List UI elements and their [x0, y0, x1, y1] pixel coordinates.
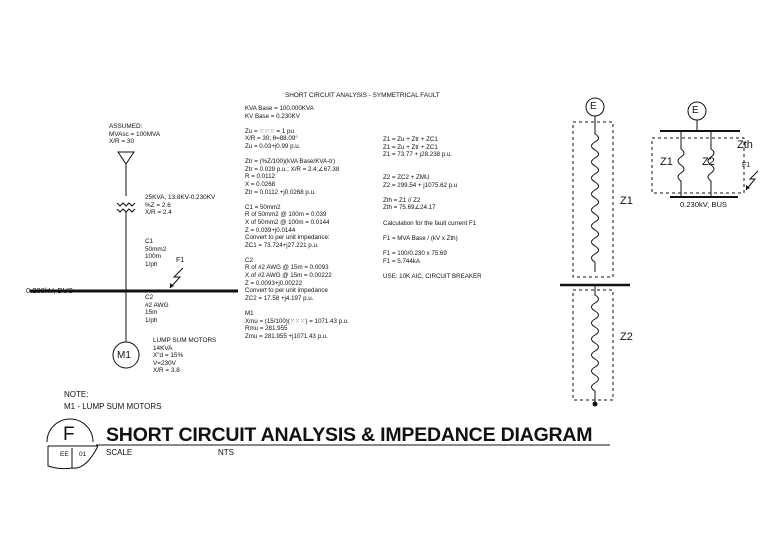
bus-label: 0.230kV, BUS — [26, 286, 74, 295]
z2-label: Z2 — [620, 331, 633, 343]
calc-line: M1 — [245, 310, 254, 318]
calc-line — [245, 249, 349, 257]
calc-line: KVA Base = 100,000KVA — [245, 105, 314, 112]
calc-line: Ztr = (%Z/100)(kVA Base/KVA-tr) — [245, 158, 336, 166]
calc-title: SHORT CIRCUIT ANALYSIS - SYMMETRICAL FAULT — [285, 92, 440, 99]
calc-line: USE: 10K AIC, CIRCUIT BREAKER — [383, 272, 482, 280]
calc-line: ZC1 = 73.724+j27.221 p.u. — [245, 241, 319, 249]
z1-label: Z1 — [620, 195, 633, 207]
note-label: NOTE: — [64, 390, 89, 399]
calc-line: Calculation for the fault current F1 — [383, 219, 477, 227]
scale-value: NTS — [218, 448, 234, 457]
motor-symbol-label: M1 — [117, 350, 131, 361]
motor-block — [153, 337, 216, 375]
transformer-block — [145, 194, 215, 217]
calc-line — [245, 196, 349, 204]
calc-line — [383, 166, 482, 174]
z1-box — [573, 122, 613, 277]
calc-line — [245, 302, 349, 310]
calc-line: Rmu = 281.955 — [245, 325, 288, 333]
eq-z2-label: Z2 — [702, 156, 715, 168]
sheet-letter: F — [63, 424, 75, 445]
calc-line: X of 50mm2 @ 100m = 0.0144 — [245, 218, 330, 226]
calc-line: C1 = 50mm2 — [245, 203, 281, 211]
c2-block — [145, 294, 169, 324]
z2-coil — [592, 285, 599, 403]
calc-line: R = 0.0112 — [245, 173, 275, 181]
calc-line: Convert to per unit impedance — [245, 287, 328, 295]
transformer-line: X/R = 2.4 — [145, 209, 172, 217]
calc-line: ZC2 = 17.58 +j4.197 p.u. — [245, 294, 314, 302]
calc-line: X = 0.0268 — [245, 180, 276, 188]
calc-line: Zth = 75.69∠24.17 — [383, 204, 436, 212]
calc-line: Z2 = ZC2 + ZMU — [383, 173, 430, 181]
calc-line: Z1 = Zu + Ztr + ZC1 — [383, 136, 438, 143]
transformer-symbol-bottom — [117, 209, 135, 212]
motor-line: LUMP SUM MOTORS — [153, 337, 217, 344]
calc-line: C2 — [245, 256, 253, 264]
c1-line: 1/ph — [145, 260, 158, 268]
z1-coil — [592, 126, 599, 272]
assumed-block — [109, 123, 160, 146]
motor-line: V=230V — [153, 359, 176, 367]
calc-line — [383, 189, 482, 197]
note-text: M1 - LUMP SUM MOTORS — [64, 402, 162, 411]
sheet-badge-outline — [48, 446, 98, 469]
calc-line: Z1 = Zu + Ztr + ZC1 — [383, 143, 438, 151]
fault-label: F1 — [176, 257, 185, 264]
motor-line: X/R = 3.8 — [153, 367, 180, 375]
c2-line: #2 AWG — [145, 301, 169, 309]
calc-line: R of #2 AWG @ 15m = 0.0093 — [245, 264, 329, 272]
calc-left-lines — [245, 105, 349, 340]
zth-label: Zth — [737, 139, 753, 151]
calc-line: Zu = ⁙⁙⁙ = 1 pu — [245, 127, 294, 135]
c1-line: 100m — [145, 253, 161, 261]
transformer-line: 25KVA, 13.8KV-0.230KV — [145, 194, 216, 201]
calc-line: Zth = Z1 // Z2 — [383, 196, 421, 204]
calc-line: Convert to per unit impedance: — [245, 234, 330, 242]
z2-ground-dot — [593, 402, 598, 407]
eq-bus-label: 0.230kV, BUS — [680, 200, 728, 209]
motor-line: X"d = 15% — [153, 352, 184, 360]
calc-line: Xmu = (15/100)(⁙⁙⁙) = 1071.43 p.u. — [245, 317, 349, 325]
calc-line: X/R = 30; θ=88.09° — [245, 135, 298, 143]
calc-line: Ztr = 0.0112 +j0.0268 p.u. — [245, 188, 316, 196]
scale-label: SCALE — [106, 448, 133, 457]
calc-right-lines — [383, 136, 482, 280]
eq-fault-label: F1 — [742, 162, 751, 169]
transformer-line: %Z = 2.6 — [145, 201, 171, 209]
calc-line — [245, 120, 349, 128]
z2-box — [573, 290, 613, 400]
sheet-number: 01 — [79, 451, 87, 458]
calc-line: Z = 0.039+j0.0144 — [245, 226, 296, 234]
motor-line: 14KVA — [153, 344, 173, 352]
calc-line: KV Base = 0.230KV — [245, 112, 300, 120]
eq-z1-label: Z1 — [660, 156, 673, 168]
calc-line: Zu = 0.03+j0.99 p.u. — [245, 142, 301, 150]
source-e2-label: E — [692, 105, 699, 116]
source-e-label: E — [590, 101, 597, 112]
calc-line — [383, 265, 482, 273]
calc-line — [383, 242, 482, 250]
calc-line: Zmu = 281.955 +j1071.43 p.u. — [245, 332, 328, 340]
calc-line: Z1 = 73.77 + j28.238 p.u. — [383, 151, 453, 159]
calc-line: Z2 = 299.54 + j1075.62 p.u — [383, 181, 458, 189]
calc-line: Z = 0.0093+j0.00222 — [245, 279, 303, 287]
c1-line: C1 — [145, 238, 154, 245]
eq-z1-coil — [678, 131, 684, 197]
transformer-symbol-top — [117, 203, 135, 206]
c1-block — [145, 238, 166, 268]
calc-line: X of #2 AWG @ 15m = 0.00222 — [245, 272, 332, 280]
assumed-line: MVAsc = 100MVA — [109, 130, 161, 138]
assumed-line: ASSUMED: — [109, 123, 143, 130]
calc-line — [383, 159, 482, 167]
calc-line — [383, 227, 482, 235]
calc-line: F1 = 5.744kA — [383, 257, 420, 265]
calc-line: Ztr = 0.029 p.u.; X/R = 2.4;∠67.38 — [245, 165, 340, 173]
calc-line — [245, 151, 349, 159]
calc-line: F1 = MVA Base / (kV x Zth) — [383, 234, 458, 242]
calc-line: F1 = 100/0.230 x 75.69 — [383, 249, 447, 257]
c2-line: 1/ph — [145, 316, 158, 324]
utility-source-symbol — [118, 152, 134, 164]
calc-line: R of 50mm2 @ 100m = 0.039 — [245, 211, 327, 219]
c2-line: C2 — [145, 294, 154, 301]
c2-line: 15m — [145, 309, 158, 317]
calc-line — [383, 212, 482, 220]
sheet-prefix: EE — [60, 451, 69, 458]
drawing-title: SHORT CIRCUIT ANALYSIS & IMPEDANCE DIAGRAM — [106, 424, 593, 446]
c1-line: 50mm2 — [145, 245, 167, 253]
assumed-line: X/R = 30 — [109, 138, 135, 146]
